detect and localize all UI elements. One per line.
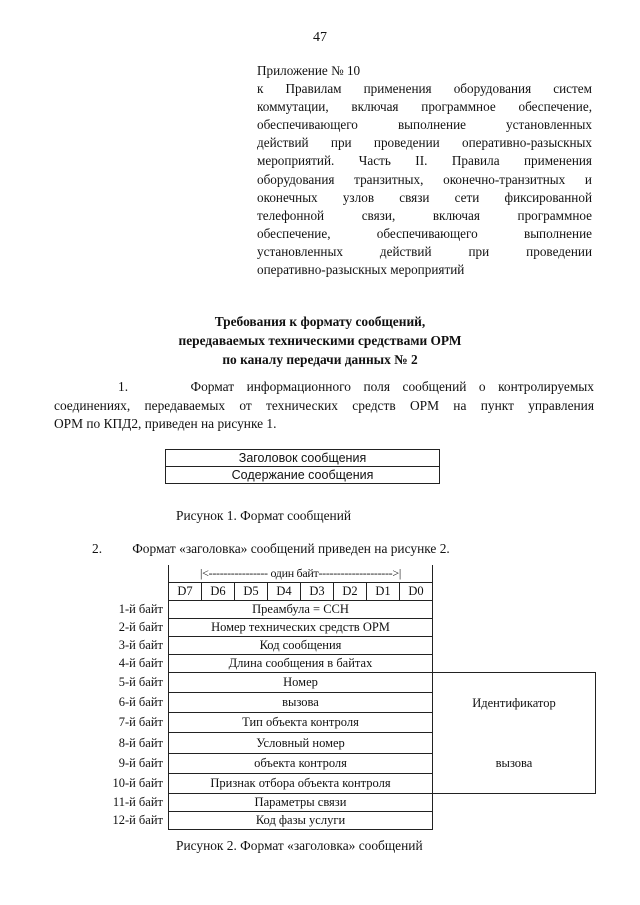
appendix-line: мероприятий. Часть II. Правила применения	[257, 153, 592, 169]
byte-label: 10-й байт	[112, 775, 163, 790]
paragraph-number: 2.	[92, 541, 103, 556]
call-identifier-label: вызова	[495, 755, 533, 770]
appendix-line: оборудования транзитных, оконечно-транзитных и	[257, 171, 592, 187]
table-row	[108, 637, 596, 655]
title-line-3: по каналу передачи данных № 2	[222, 352, 418, 367]
byte-label: 4-й байт	[118, 656, 163, 670]
appendix-line: коммутации, включая программное обеспечение,	[257, 99, 592, 115]
figure-1-caption: Рисунок 1. Формат сообщений	[176, 508, 352, 523]
appendix-line: обеспечение, обеспечивающего выполнение	[257, 225, 592, 241]
bit-cell: D7	[169, 583, 202, 601]
byte-label: 3-й байт	[118, 638, 163, 652]
bit-cell: D0	[400, 583, 433, 601]
title-line-2: передаваемых техническими средствами ОРМ	[178, 333, 462, 348]
byte-value: Код сообщения	[169, 637, 433, 655]
byte-label: 11-й байт	[112, 795, 163, 809]
table-row	[108, 794, 596, 812]
bit-cell: D5	[235, 583, 268, 601]
appendix-block	[257, 62, 592, 279]
appendix-line: установленных действий при проведении	[257, 243, 592, 259]
byte-value: Номер	[169, 673, 433, 693]
paragraph-number: 1.	[118, 379, 129, 394]
bit-cell: D1	[367, 583, 400, 601]
figure-2-caption: Рисунок 2. Формат «заголовка» сообщений	[176, 838, 423, 853]
bit-cell: D3	[301, 583, 334, 601]
byte-label: 9-й байт	[118, 755, 163, 770]
byte-label: 6-й байт	[118, 695, 163, 710]
figure-2	[108, 565, 596, 830]
paragraph-text: Формат информационного поля сообщений о контролируемых	[190, 379, 594, 394]
paragraph-2	[92, 541, 450, 557]
document-title	[0, 312, 640, 369]
byte-value: Тип объекта контроля	[169, 713, 433, 733]
one-byte-label: |<---------------- один байт-------------------->|	[169, 565, 433, 583]
table-row	[108, 812, 596, 830]
paragraph-text: Формат «заголовка» сообщений приведен на рисунке 2.	[132, 541, 450, 556]
appendix-line: к Правилам применения оборудования систем	[257, 81, 592, 97]
table-row	[108, 601, 596, 619]
figure-1-table	[165, 449, 440, 484]
figure-1-header-cell: Заголовок сообщения	[166, 450, 440, 467]
appendix-line: оперативно-разыскных мероприятий	[257, 262, 465, 278]
byte-value: Длина сообщения в байтах	[169, 655, 433, 673]
page-number: 47	[313, 30, 327, 45]
byte-label: 12-й байт	[112, 813, 163, 827]
byte-label: 1-й байт	[118, 602, 163, 616]
table-row	[108, 619, 596, 637]
appendix-line: обеспечивающего выполнение установленных	[257, 117, 592, 133]
paragraph-text: соединениях, передаваемых от технических средств ОРМ на пункт управления	[54, 397, 594, 413]
byte-label: 5-й байт	[118, 675, 163, 690]
byte-value: Параметры связи	[169, 794, 433, 812]
appendix-line: действий при проведении оперативно-разыскных	[257, 135, 592, 151]
byte-value: Код фазы услуги	[169, 812, 433, 830]
byte-value: объекта контроля	[169, 753, 433, 773]
appendix-line: телефонной связи, включая программное	[257, 207, 592, 223]
byte-label: 7-й байт	[118, 715, 163, 730]
appendix-line: оконечных узлов связи сети фиксированной	[257, 189, 592, 205]
bit-cell: D4	[268, 583, 301, 601]
paragraph-text: ОРМ по КПД2, приведен на рисунке 1.	[54, 416, 277, 432]
byte-value: вызова	[169, 693, 433, 713]
bit-cell: D2	[334, 583, 367, 601]
byte-label: 8-й байт	[118, 735, 163, 750]
byte-label: 2-й байт	[118, 620, 163, 634]
table-row	[108, 673, 596, 693]
byte-value: Признак отбора объекта контроля	[169, 773, 433, 793]
call-identifier-cell	[433, 673, 596, 794]
byte-value: Преамбула = CCH	[169, 601, 433, 619]
byte-value: Условный номер	[169, 733, 433, 753]
figure-1-content-cell: Содержание сообщения	[166, 467, 440, 484]
byte-value: Номер технических средств ОРМ	[169, 619, 433, 637]
table-row	[108, 655, 596, 673]
call-identifier-label: Идентификатор	[472, 695, 556, 710]
bit-cell: D6	[202, 583, 235, 601]
appendix-heading: Приложение № 10	[257, 63, 361, 78]
paragraph-1	[54, 378, 594, 434]
header-format-table	[108, 565, 596, 830]
title-line-1: Требования к формату сообщений,	[214, 314, 426, 329]
